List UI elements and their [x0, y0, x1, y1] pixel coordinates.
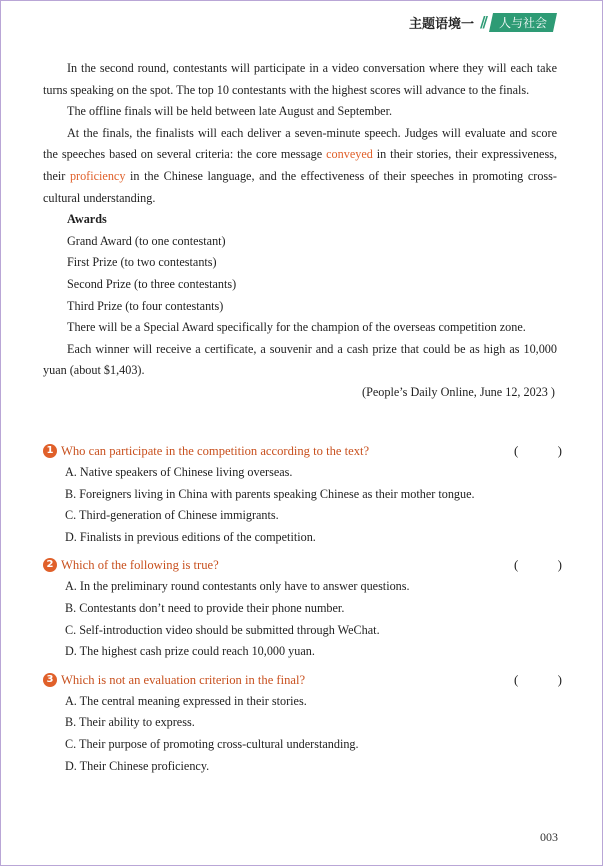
vocab-highlight-conveyed: conveyed — [326, 147, 373, 162]
option-c: C. Third-generation of Chinese immigrants. — [65, 508, 279, 523]
option-b: B. Contestants don’t need to provide their phone number. — [65, 600, 345, 615]
award-item: Grand Award (to one contestant) — [67, 233, 226, 248]
option-c: C. Their purpose of promoting cross-cultural understanding. — [65, 736, 359, 751]
answer-blank[interactable] — [514, 440, 562, 462]
paren-close: ) — [557, 671, 562, 687]
section-title: 主题语境一 — [409, 16, 475, 32]
vocab-highlight-proficiency: proficiency — [69, 168, 126, 183]
option-d: D. Their Chinese proficiency. — [65, 758, 210, 773]
paren-close: ) — [557, 443, 562, 458]
option-b: B. Foreigners living in China with parents speaking Chinese as their mother tongue. — [65, 486, 475, 501]
question-number-badge: 1 — [43, 444, 57, 458]
paragraph-3-part-b: in their stories, their expressiveness, their — [43, 147, 557, 183]
question-3 — [43, 669, 562, 777]
divider-slashes: // — [480, 13, 485, 31]
option-a: A. The central meaning expressed in their stories. — [65, 693, 307, 708]
answer-blank[interactable] — [514, 669, 562, 691]
option-a: A. Native speakers of Chinese living overseas. — [65, 465, 293, 479]
source-citation: (People’s Daily Online, June 12, 2023 ) — [362, 384, 555, 399]
question-text: Which is not an evaluation criterion in the final? — [61, 672, 306, 687]
paren-open: ( — [514, 443, 519, 458]
question-text: Which of the following is true? — [61, 558, 219, 573]
paragraph-2: The offline finals will be held between late August and September. — [67, 104, 393, 119]
passage — [43, 58, 557, 404]
paren-close: ) — [557, 557, 562, 573]
option-d: D. The highest cash prize could reach 10,000 yuan. — [65, 644, 315, 659]
answer-blank[interactable] — [514, 554, 562, 576]
theme-tag — [489, 13, 557, 32]
paren-open: ( — [514, 671, 519, 687]
page-number: 003 — [540, 830, 558, 844]
page-header — [409, 10, 555, 34]
award-item: First Prize (to two contestants) — [67, 255, 217, 270]
paragraph-1: In the second round, contestants will participate in a video conversation where they will each take turns speaking on the spot. The top 10 contestants with the highest scores will advance to the finals. — [43, 61, 557, 97]
option-b: B. Their ability to express. — [65, 715, 195, 730]
question-1 — [43, 440, 562, 548]
option-c: C. Self-introduction video should be submitted through WeChat. — [65, 622, 380, 637]
award-item: Second Prize (to three contestants) — [67, 276, 237, 291]
question-2 — [43, 554, 562, 662]
paragraph-5: Each winner will receive a certificate, a souvenir and a cash prize that could be as high as 10,000 yuan (about $1,403). — [43, 341, 557, 378]
option-d: D. Finalists in previous editions of the competition. — [65, 529, 316, 544]
awards-heading: Awards — [67, 212, 107, 227]
question-list — [43, 440, 562, 783]
question-number-badge: 3 — [43, 673, 57, 687]
theme-tag-label: 人与社会 — [498, 15, 547, 30]
paragraph-3 — [43, 123, 557, 209]
question-number-badge: 2 — [43, 558, 57, 572]
option-a: A. In the preliminary round contestants only have to answer questions. — [65, 579, 410, 594]
paren-open: ( — [514, 557, 519, 573]
paragraph-3-part-c: in the Chinese language, and the effectiveness of their speeches in promoting cross-cultural understanding. — [43, 168, 557, 205]
paragraph-3-part-a: At the finals, the finalists will each deliver a seven-minute speech. Judges will evaluate and score the speeches based on several criteria: the core message — [43, 125, 557, 162]
award-item: Third Prize (to four contestants) — [67, 298, 224, 313]
paragraph-4: There will be a Special Award specifically for the champion of the overseas competition zone. — [67, 320, 526, 335]
question-text: Who can participate in the competition according to the text? — [61, 444, 370, 458]
